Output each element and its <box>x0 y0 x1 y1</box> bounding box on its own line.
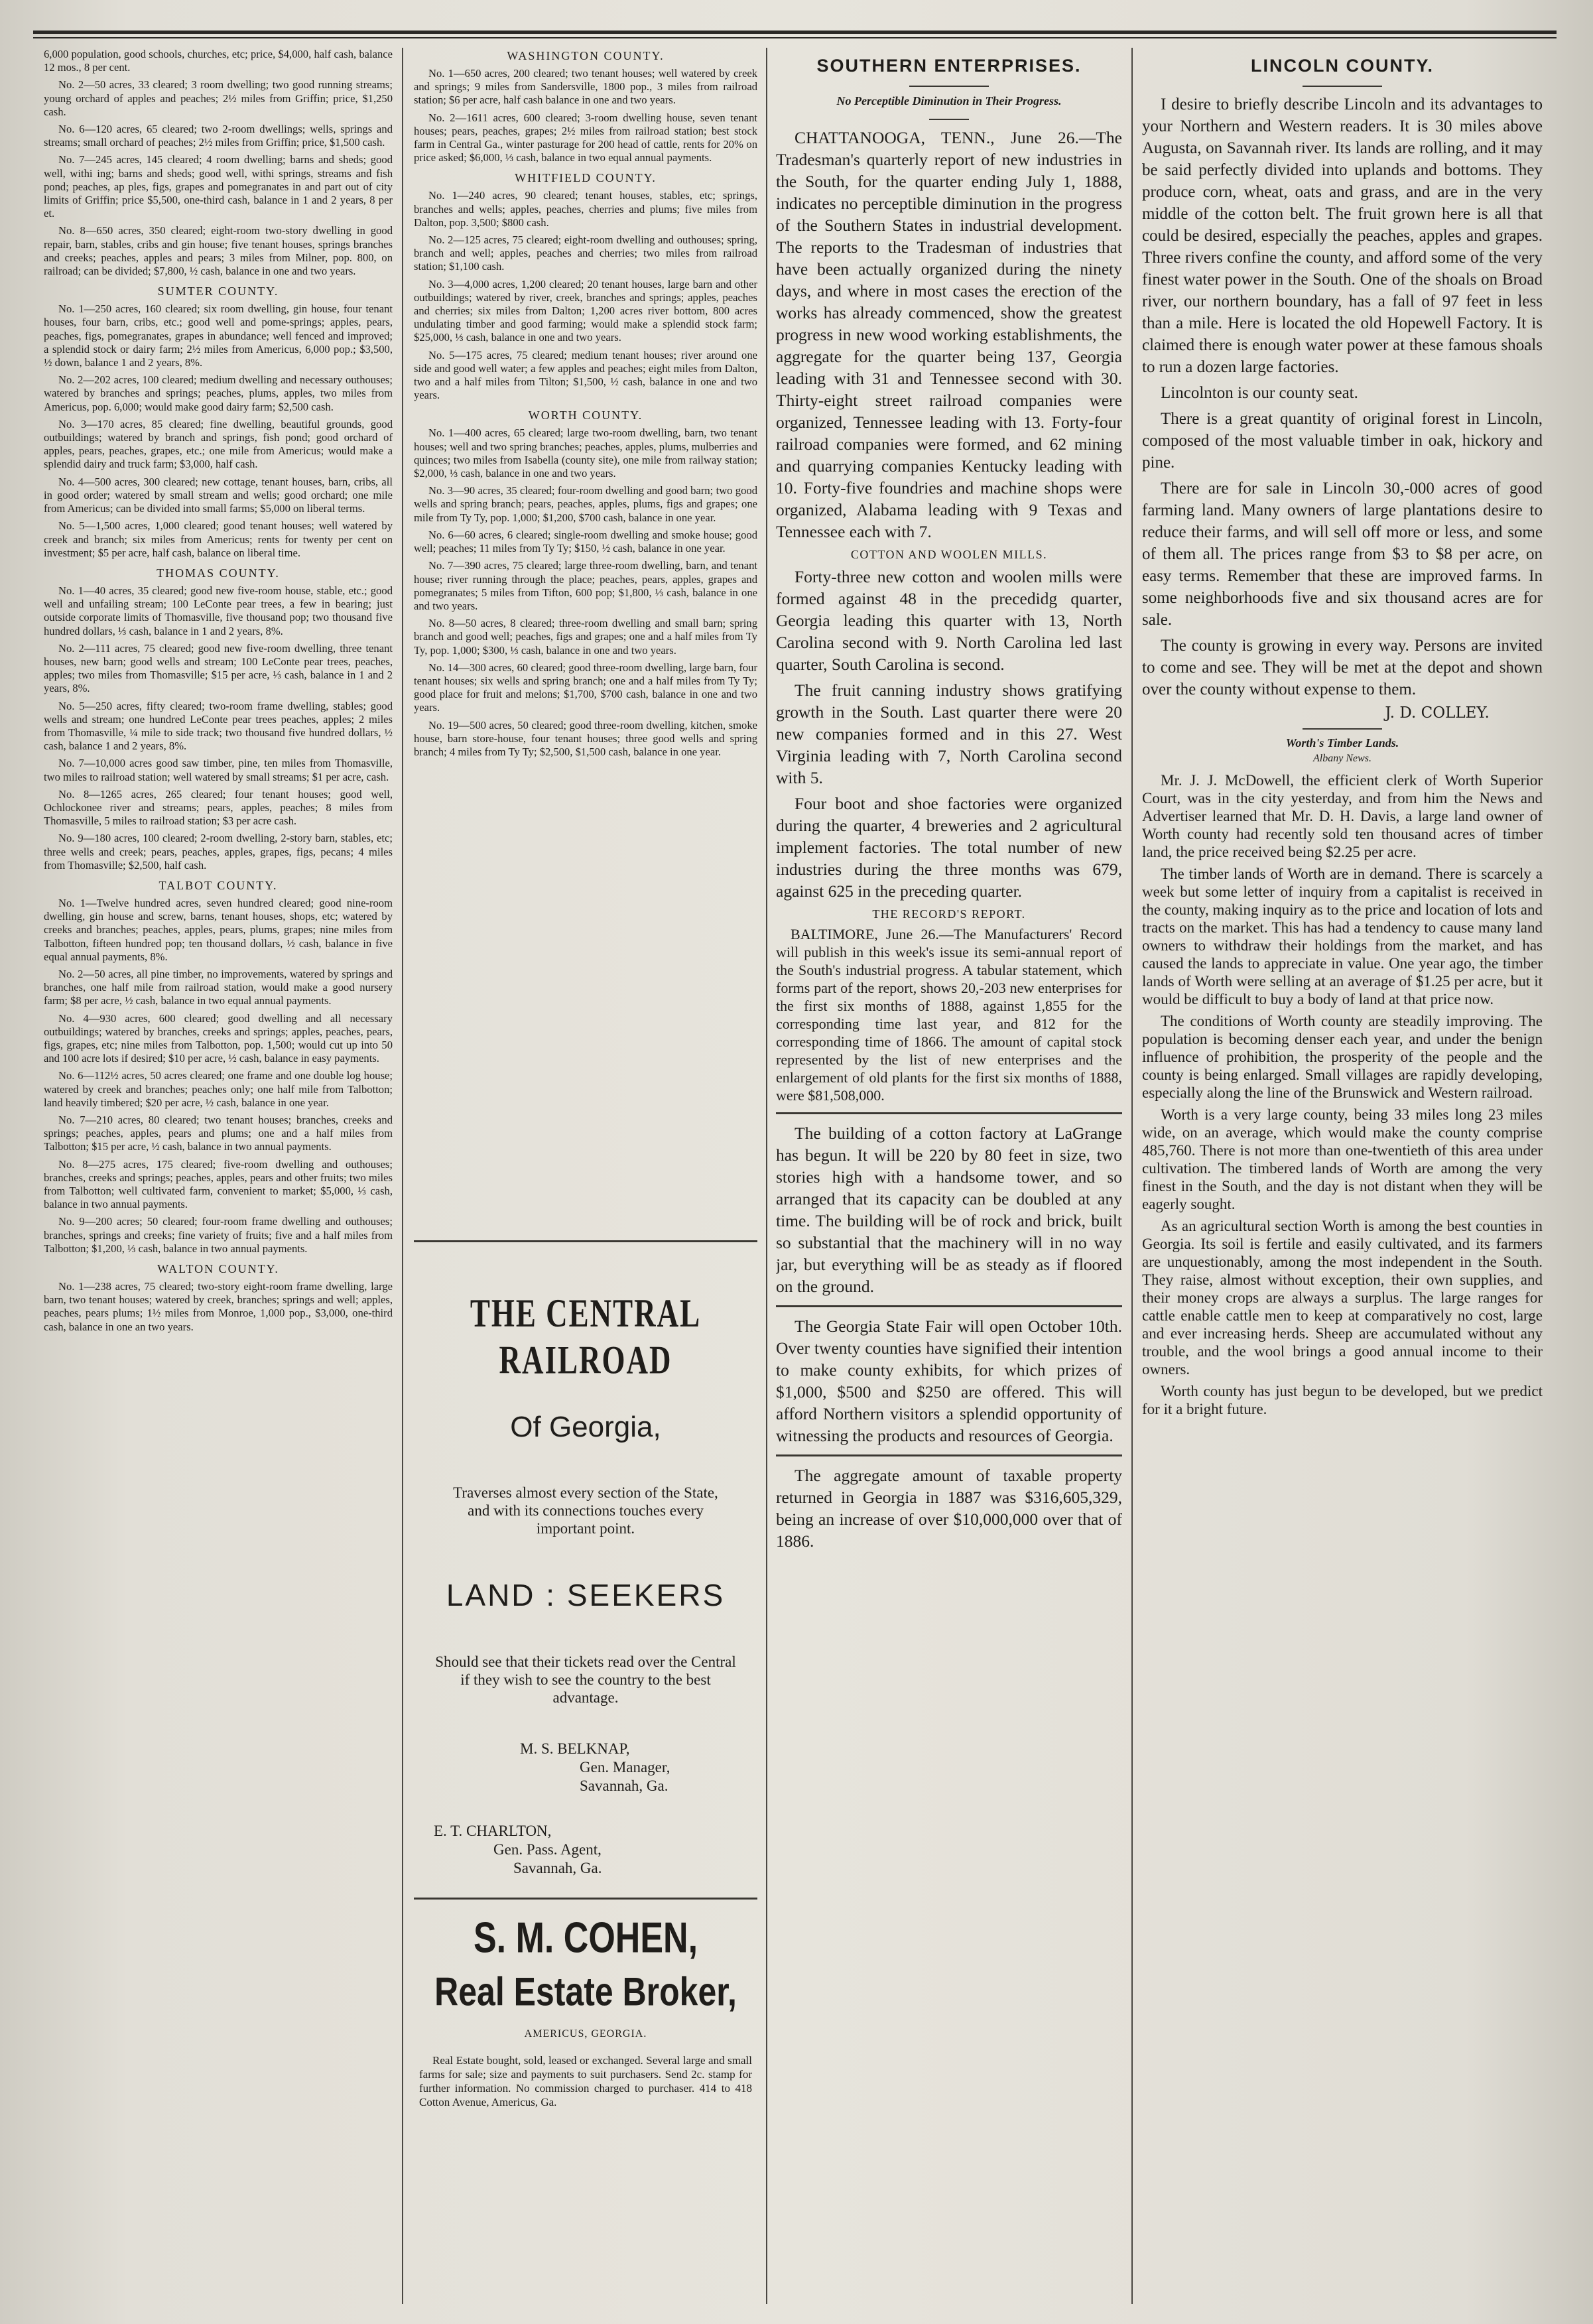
listing-paragraph: No. 2—50 acres, all pine timber, no improvements, watered by springs and branches, one half mile from railroad station, would make a good nursery farm; $8 per acre, ½ cash, balance in two equal annual payments. <box>44 967 393 1007</box>
ad-land-seekers: LAND : SEEKERS <box>446 1578 726 1612</box>
listing-paragraph: No. 8—1265 acres, 265 cleared; four tenant houses; good well, Ochlockonee river and streams; pears, apples, peaches; 8 miles from Thomasville, 5 miles to railroad station; $3 per acre cash. <box>44 787 393 828</box>
cohen-details: Real Estate bought, sold, leased or exchanged. Several large and small farms for sale; size and payments to suit purchasers. Send 2c. stamp for further information. No commission charged to purchaser. 414 to 418 Cotton Avenue, Americus, Ga. <box>419 2054 752 2108</box>
article-paragraph: As an agricultural section Worth is among the best counties in Georgia. Its soil is fertile and easily cultivated, and its farmers are unquestionably, among the most independent in the South. They raise, almost without exception, their own supplies, and their money crops are always a surplus. The large ranges for cattle enable cattle men to keep at comparatively no cost, large and ever increasing herds. Sheep are accumulated without any trouble, and the wool brings a good annual income to their owners. <box>1142 1218 1543 1378</box>
article-paragraph: The county is growing in every way. Persons are invited to come and see. They will be met at the depot and shown over the county without expense to them. <box>1142 637 1543 698</box>
article-paragraph: The aggregate amount of taxable property returned in Georgia in 1887 was $316,605,329, being an increase of over $10,000,000 over that of 1886. <box>776 1466 1122 1551</box>
listing-paragraph: No. 9—200 acres; 50 cleared; four-room frame dwelling and outhouses; branches, springs and creeks; fine variety of fruits; five and a half miles from Talbotton; $1,200, ⅓ cash, balance in two annual payments. <box>44 1215 393 1255</box>
ad-headline: THE CENTRAL RAILROAD <box>470 1291 702 1382</box>
column-land-listings-2 <box>414 48 757 1228</box>
listing-paragraph: No. 3—90 acres, 35 cleared; four-room dwelling and good barn; two good wells and spring branch; pears, peaches, apples, plums, figs and grapes; one mile from Ty Ty, pop. 1,000; $1,200, $700 cash, balance in one year. <box>414 484 757 524</box>
county-heading: WALTON COUNTY. <box>157 1262 279 1276</box>
listing-paragraph: No. 7—245 acres, 145 cleared; 4 room dwelling; barns and sheds; good well, withi ing; barns and sheds; good well, withi springs, streams and fish pond; peaches, ap ples, figs, grapes and pomegranates in and part out of city limits of Griffin; price $5,500, one-third cash, balance in 1 and 2 years, 8 per et. <box>44 153 393 220</box>
article-paragraph: Lincolnton is our county seat. <box>1161 384 1358 402</box>
listing-paragraph: No. 3—4,000 acres, 1,200 cleared; 20 tenant houses, large barn and other outbuildings; watered by river, creek, branches and springs; apples, peaches and cherries; six miles from Dalton; 1,200 acres river bottom, 800 acres undulating timber and good farming; would make a splendid stock farm; $25,000, ⅓ cash, balance in one and two years. <box>414 277 757 344</box>
county-heading: THOMAS COUNTY. <box>157 566 280 580</box>
article-paragraph: Four boot and shoe factories were organized during the quarter, 4 breweries and 2 agricultural implement factories. The total number of new industries during the three months was 679, against 625 in the preceding quarter. <box>776 794 1122 901</box>
signature-title: Gen. Pass. Agent, <box>493 1841 602 1858</box>
column-divider <box>766 48 767 2304</box>
ad-description: Traverses almost every section of the State, and with its connections touches every important point. <box>453 1484 718 1537</box>
article-title: LINCOLN COUNTY. <box>1251 56 1434 76</box>
listing-paragraph: No. 1—40 acres, 35 cleared; good new five-room house, stable, etc.; good well and unfailing stream; 100 LeConte pear trees, a few in bearing; just outside corporate limits of Thomasville, five thousand pop; two thousand five hundred dollars, ⅓ cash, balance in 1 and 2 years, 8%. <box>44 584 393 637</box>
title-rule <box>909 86 989 87</box>
listing-paragraph: No. 2—50 acres, 33 cleared; 3 room dwelling; two good running streams; young orchard of apples and peaches; 2½ miles from Griffin; price, $1,250 cash. <box>44 78 393 118</box>
header-rule-thin <box>33 37 1557 38</box>
author-signature: J. D. COLLEY. <box>1385 704 1490 722</box>
subhead-rule <box>929 119 969 120</box>
article-paragraph: The timber lands of Worth are in demand. There is scarcely a week but some letter of inquiry from a capitalist is received in the county, making inquiry as to the price and location of lots and tracts on the market. This has had a tendency to cause many land owners to withdraw their holdings from the market, and has caused the lands to appreciate in value. One year ago, the timber lands of Worth were selling at an average of $1.25 per acre, but it would be difficult to buy a body of land at that price now. <box>1142 866 1543 1007</box>
ad-signature-belknap <box>414 1740 757 1795</box>
article-paragraph: The building of a cotton factory at LaGrange has begun. It will be 220 by 80 feet in size, two stories high with a handsome tower, and so arranged that its capacity can be doubled at any time. The building will be of rock and brick, built so substantial that the machinery will in no way jar, but everything will be as steady as if floored on the ground. <box>776 1124 1122 1296</box>
county-heading: WORTH COUNTY. <box>528 409 643 422</box>
listing-paragraph: No. 2—1611 acres, 600 cleared; 3-room dwelling house, seven tenant houses; pears, peaches, grapes; 2½ miles from railroad station; best stock farm in Central Ga., winter pasturage for 200 head of cattle, rents for 20% on price asked; $6,000, ⅓ cash, balance in two equal annual payments. <box>414 111 757 164</box>
column-divider <box>402 48 403 2304</box>
county-heading: WASHINGTON COUNTY. <box>507 49 665 62</box>
article-paragraph: The Georgia State Fair will open October 10th. Over twenty counties have signified their intention to make county exhibits, for which prizes of $1,000, $500 and $250 are offered. This will afford Northern visitors a splendid opportunity of witnessing the products and resources of Georgia. <box>776 1317 1122 1445</box>
listing-paragraph: No. 8—50 acres, 8 cleared; three-room dwelling and small barn; spring branch and good well; peaches, figs and grapes; one and a half miles from Ty Ty, pop. 1,000; $300, ⅓ cash, balance in one and two years. <box>414 617 757 657</box>
listing-paragraph: No. 6—112½ acres, 50 acres cleared; one frame and one double log house; watered by creek and branches; peaches only; one half mile from Talbotton; land heavily timbered; $20 per acre, ½ cash, balance in one year. <box>44 1069 393 1109</box>
item-divider <box>776 1454 1122 1464</box>
listing-paragraph: No. 5—1,500 acres, 1,000 cleared; good tenant houses; well watered by creek and branch; six miles from Americus; rents for twenty per cent on investment; $5 per acre, half cash, balance on liberal time. <box>44 519 393 559</box>
listing-paragraph: No. 19—500 acres, 50 cleared; good three-room dwelling, kitchen, smoke house, barn store-house, four tenant houses; three good wells and spring branch; 4 miles from Ty Ty; $2,500, $1,500 cash, balance in one year. <box>414 718 757 758</box>
listing-paragraph: 6,000 population, good schools, churches, etc; price, $4,000, half cash, balance 12 mos., 8 per cent. <box>44 48 393 74</box>
listing-paragraph: No. 1—400 acres, 65 cleared; large two-room dwelling, barn, two tenant houses; well and two spring branches; peaches, apples, plums, mulberries and quinces; two miles from Isabella (county site), one mile from railway station; $2,000, ⅓ cash, balance in one and two years. <box>414 426 757 480</box>
listing-paragraph: No. 4—930 acres, 600 cleared; good dwelling and all necessary outbuildings; watered by branches, creeks and springs; apples, peaches, pears, figs, grapes, etc; nine miles from Talbotton, pop. 1,500; would cut up into 50 and 100 acre lots if desired; $10 per acre, ½ cash, balance in easy payments. <box>44 1011 393 1065</box>
article-paragraph: CHATTANOOGA, TENN., June 26.—The Tradesman's quarterly report of new industries in the South, for the quarter ending July 1, 1888, indicates no perceptible diminution in the progress of the Southern States in industrial development. The reports to the Tradesman of industries that have been actually organized during the ninety days, and where in most cases the erection of the works has already commenced, show the greatest progress in new wood working establishments, the aggregate for the quarter being 137, Georgia leading with 31 and Tennessee second with 30. Thirty-eight street railroad companies were organized, Tennessee leading with 13. Forty-four railroad companies were formed, and 62 mining and quarrying companies Kentucky leading with 10. Forty-five foundries and machine shops were organized, Alabama leading with 9 Texas and Tennessee each with 7. <box>776 128 1122 541</box>
section-heading: THE RECORD'S REPORT. <box>872 907 1026 921</box>
listing-paragraph: No. 8—275 acres, 175 cleared; five-room dwelling and outhouses; branches, creeks and springs; peaches, apples, pears and other fruits; two miles from Talbotton; well cultivated farm, convenient to market; $5,000, ⅓ cash, balance in two annual payments. <box>44 1157 393 1211</box>
article-paragraph: There is a great quantity of original forest in Lincoln, composed of the most valuable timber in oak, hickory and pine. <box>1142 410 1543 472</box>
article-title: Worth's Timber Lands. <box>1285 736 1399 749</box>
listing-paragraph: No. 2—111 acres, 75 cleared; good new five-room dwelling, three tenant houses, new barn; good wells and stream; 100 LeConte pear trees, peaches, apples; two miles from Thomasville; $15 per acre, ⅓ cash, balance in 1 and 2 years, 8%. <box>44 641 393 695</box>
listing-paragraph: No. 1—Twelve hundred acres, seven hundred cleared; good nine-room dwelling, gin house and screw, barns, tenant houses, shops, etc; watered by creeks and branches; peaches, apples, pears, plums, grapes; nine miles from Talbotton, fifteen hundred pop; ten thousand dollars, ½ cash, balance in five equal annual payments, 8%. <box>44 896 393 963</box>
cohen-title: Real Estate Broker, <box>434 1969 737 2014</box>
title-rule <box>1303 86 1382 87</box>
signature-city: Savannah, Ga. <box>580 1777 669 1794</box>
article-paragraph: Worth county has just begun to be developed, but we predict for it a bright future. <box>1142 1383 1543 1417</box>
ad-signature-charlton <box>414 1822 757 1878</box>
article-title: SOUTHERN ENTERPRISES. <box>816 56 1082 76</box>
county-heading: TALBOT COUNTY. <box>159 878 278 892</box>
listing-paragraph: No. 5—250 acres, fifty cleared; two-room frame dwelling, stables; good wells and stream; one hundred LeConte pear trees peaches, apples; 2 miles from Thomasville, ¼ mile to side track; two thousand five hundred dollars, ½ cash, balance 1 and 2 years, 8%. <box>44 699 393 753</box>
listing-paragraph: No. 4—500 acres, 300 cleared; new cottage, tenant houses, barn, cribs, all in good order; watered by small stream and wells; good orchard; one mile from Americus; can be divided into small farms; $5,000 on liberal terms. <box>44 475 393 515</box>
listing-paragraph: No. 8—650 acres, 350 cleared; eight-room two-story dwelling in good repair, barn, stables, cribs and gin house; five tenant houses, springs branches and creeks; peaches, apples and pears; 3 miles from Milner, pop. 800, on railroad; can be divided; $7,800, ½ cash, balance in one and two years. <box>44 224 393 278</box>
item-divider <box>776 1305 1122 1315</box>
item-divider <box>776 1112 1122 1122</box>
article-paragraph: Mr. J. J. McDowell, the efficient clerk of Worth Superior Court, was in the city yesterday, and from him the News and Advertiser learned that Mr. D. H. Davis, a large land owner of Worth county had recently sold ten thousand acres of timber land, the price received being $2.25 per acre. <box>1142 772 1543 860</box>
article-paragraph: I desire to briefly describe Lincoln and its advantages to your Northern and Western readers. It is 30 miles above Augusta, on Savannah river. Its lands are rolling, and it may be said perfectly divided into uplands and bottoms. They produce corn, wheat, oats and grass, and are in the very middle of the cotton belt. The fruit grown here is all that could be desired, especially the peaches, apples and grapes. Three rivers confine the county, and afford some of the very finest water power in the South. One of the shoals on Broad river, our northern boundary, has a fall of 97 feet in less than a mile. Here is located the old Hopewell Factory. It is claimed there is enough water power at these famous shoals to run a dozen large factories. <box>1142 96 1543 376</box>
ad-body: Should see that their tickets read over the Central if they wish to see the country to the best advantage. <box>435 1653 736 1706</box>
article-paragraph: There are for sale in Lincoln 30,-000 acres of good farming land. Many owners of large plantations desire to reduce their farms, and will sell off more or less, and some of them all. The prices range from $3 to $8 per acre, on easy terms. Remember that these are improved farms. In some neighborhoods five and six thousand acres are for sale. <box>1142 480 1543 629</box>
listing-paragraph: No. 1—250 acres, 160 cleared; six room dwelling, gin house, four tenant houses, four barn, cribs, etc.; good well and pome-springs; apples, pears, peaches, figs, pomegranates, grapes in abundance; well fenced and improved; a splendid stock or dairy farm; 2½ miles from Americus, 6,000 pop.; $3,500, ½ down, balance 1 and 2 years, 8%. <box>44 302 393 369</box>
article-subhead: No Perceptible Diminution in Their Progress. <box>836 94 1062 107</box>
listing-paragraph: No. 2—202 acres, 100 cleared; medium dwelling and necessary outhouses; watered by branches and springs; peaches, plums, apples, two miles from Americus, pop. 6,000; would make good dairy farm; $2,500 cash. <box>44 373 393 413</box>
county-heading: WHITFIELD COUNTY. <box>515 171 657 185</box>
cohen-city: AMERICUS, GEORGIA. <box>524 2028 647 2039</box>
column-divider <box>1131 48 1133 2304</box>
listing-paragraph: No. 1—238 acres, 75 cleared; two-story eight-room frame dwelling, large barn, two tenant houses; watered by creek, branches; springs and well; apples, peaches, pears plums; 1½ miles from Monroe, 1,000 pop., $3,000, one-third cash, balance in one an two years. <box>44 1280 393 1333</box>
column-land-listings-1 <box>44 48 393 2311</box>
listing-paragraph: No. 14—300 acres, 60 cleared; good three-room dwelling, large barn, four tenant houses; six wells and spring branch; one and a half miles from Ty Ty; good place for fruit and melons; $1,700, $700 cash, balance in one and two years. <box>414 661 757 714</box>
column-southern-enterprises <box>776 48 1122 2311</box>
listing-paragraph: No. 2—125 acres, 75 cleared; eight-room dwelling and outhouses; spring, branch and well; apples, peaches and cherries; two miles from railroad station; $1,100 cash. <box>414 233 757 273</box>
listing-paragraph: No. 9—180 acres, 100 cleared; 2-room dwelling, 2-story barn, stables, etc; three wells and creek; pears, peaches, apples, grapes, figs, pecans; 4 miles from Thomasville; $2,500, half cash. <box>44 832 393 871</box>
section-rule <box>1303 728 1382 730</box>
listing-paragraph: No. 3—170 acres, 85 cleared; fine dwelling, beautiful grounds, good outbuildings; watered by branch and springs, fish pond; good orchard of apples, pears, peaches, grapes, etc.; one mile from Americus; would make a splendid dairy and truck farm; $3,000, half cash. <box>44 417 393 471</box>
signature-city: Savannah, Ga. <box>513 1860 602 1876</box>
listing-paragraph: No. 1—650 acres, 200 cleared; two tenant houses; well watered by creek and springs; 9 miles from Sandersville, 1800 pop., 3 miles from railroad station; $6 per acre, half cash balance in one and two years. <box>414 67 757 107</box>
section-heading: COTTON AND WOOLEN MILLS. <box>850 548 1048 561</box>
central-railroad-advertisement <box>414 1240 757 2311</box>
signature-name: E. T. CHARLTON, <box>434 1823 552 1839</box>
header-rule <box>33 31 1557 34</box>
article-paragraph: The conditions of Worth county are steadily improving. The population is becoming denser each year, and under the benign influence of prohibition, the prosperity of the people and the county is being enlarged. Small villages are rapidly developing, especially along the line of the Brunswick and Western railroad. <box>1142 1013 1543 1101</box>
listing-paragraph: No. 5—175 acres, 75 cleared; medium tenant houses; river around one side and good well water; a few apples and peaches; eight miles from Dalton, two and a half miles from Tilton; $1,500, ½ cash, balance in one and two years. <box>414 348 757 402</box>
cohen-name: S. M. COHEN, <box>473 1913 698 1963</box>
listing-paragraph: No. 7—390 acres, 75 cleared; large three-room dwelling, barn, and tenant house; river running through the place; peaches, pears, apples, grapes and pomegranates; 5 miles from Tifton, 600 pop; $1,800, ⅓ cash, balance in one and two years. <box>414 559 757 612</box>
listing-paragraph: No. 7—10,000 acres good saw timber, pine, ten miles from Thomasville, two miles to railroad station; well watered by small streams; $1 per acre, cash. <box>44 757 393 783</box>
listing-paragraph: No. 7—210 acres, 80 cleared; two tenant houses; branches, creeks and springs; peaches, apples, pears and plums; one and a half miles from Talbotton; $15 per acre, ½ cash, balance in two annual payments. <box>44 1114 393 1153</box>
article-paragraph: Forty-three new cotton and woolen mills were formed against 48 in the precedidg quarter, Georgia leading this quarter with 13, North Carolina second with 9. North Carolina led last quarter, South Carolina is second. <box>776 567 1122 674</box>
column-lincoln-county <box>1142 48 1543 2311</box>
article-paragraph: Worth is a very large county, being 33 miles long 23 miles wide, on an average, which would make the county comprise 485,760. There is not more than one-twentieth of this area under cultivation. The timbered lands of Worth are among the very finest in the South, and the day is not distant when they will be eagerly sought. <box>1142 1106 1543 1212</box>
article-source: Albany News. <box>1313 753 1371 764</box>
listing-paragraph: No. 1—240 acres, 90 cleared; tenant houses, stables, etc; springs, branches and wells; apples, peaches, cherries and plums; five miles from Dalton, pop. 3,500; $800 cash. <box>414 189 757 229</box>
signature-title: Gen. Manager, <box>580 1759 670 1775</box>
listing-paragraph: No. 6—60 acres, 6 cleared; single-room dwelling and smoke house; good well; peaches; 11 miles from Ty Ty; $150, ½ cash, balance in one year. <box>414 528 757 555</box>
county-heading: SUMTER COUNTY. <box>157 285 279 298</box>
article-paragraph: The fruit canning industry shows gratifying growth in the South. Last quarter there were 20 new companies formed and in this 27. West Virginia leading with 7, North Carolina second with 5. <box>776 680 1122 787</box>
ad-divider <box>414 1898 757 1900</box>
signature-name: M. S. BELKNAP, <box>520 1740 630 1757</box>
listing-paragraph: No. 6—120 acres, 65 cleared; two 2-room dwellings; wells, springs and streams; small orchard of peaches; 2½ miles from Griffin; price, $1,500 cash. <box>44 123 393 149</box>
ad-subheadline: Of Georgia, <box>510 1411 661 1443</box>
article-paragraph: BALTIMORE, June 26.—The Manufacturers' Record will publish in this week's issue its semi-annual report of the South's industrial progress. A tabular statement, which forms part of the report, shows 20,-203 new enterprises for the first six months of 1888, against 1,855 for the corresponding time last year, and 812 for the corresponding time of 1866. The amount of capital stock represented by the list of new enterprises and the enlargement of old plants for the first six months of 1888, were $81,508,000. <box>776 926 1122 1104</box>
